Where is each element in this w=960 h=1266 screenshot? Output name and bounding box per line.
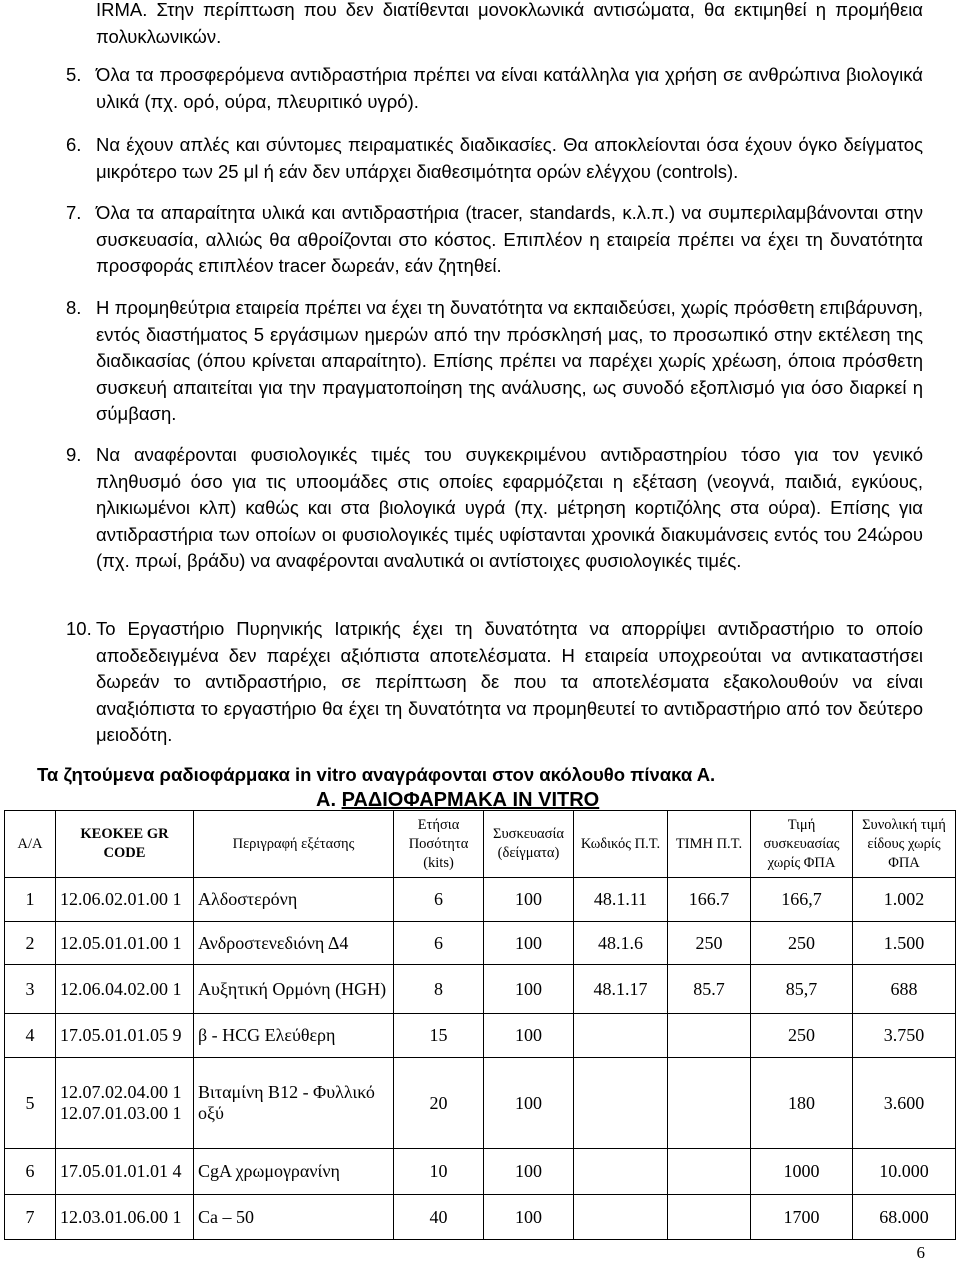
cell-pt-price: 250 [668, 922, 751, 965]
cell-pt-price [668, 1014, 751, 1058]
cell-aa: 5 [5, 1058, 56, 1149]
cell-unit-price: 166,7 [751, 878, 853, 922]
cell-total-price: 3.600 [853, 1058, 956, 1149]
cell-code: 12.07.02.04.00 1 12.07.01.03.00 1 [56, 1058, 194, 1149]
cell-unit-price: 1000 [751, 1149, 853, 1195]
cell-pt-code: 48.1.17 [574, 965, 668, 1014]
table-row [5, 1195, 956, 1240]
item-9-text: Να αναφέρονται φυσιολογικές τιμές του συγκεκριμένου αντιδραστηρίου τόσο για τον γενικό πληθυσμό όσο για τις υποομάδες στις οποίες εφαρμόζεται η εξέταση (νεογνά, παιδιά, εγκύους, ηλικιωμένοι κλπ) καθώς και στα βιολογικά υγρά (πχ. μέτρηση κορτιζόλης στα ούρα). Επίσης για αντιδραστήρια των οποίων οι φυσιολογικές τιμές υφίστανται χρονικά διακυμάνσεις εντός του 24ώρου (πχ. πρωί, βράδυ) να αναφέρονται αναλυτικά οι αντίστοιχες φυσιολογικές τιμές. [96, 444, 923, 571]
cell-unit-price: 250 [751, 1014, 853, 1058]
radiopharmaceuticals-table [4, 810, 956, 1240]
cell-description: Ανδροστενεδιόνη Δ4 [194, 922, 394, 965]
header-aa: Α/Α [5, 811, 56, 878]
cell-unit-price: 250 [751, 922, 853, 965]
table-title-prefix: Α. [316, 789, 342, 811]
cell-quantity: 20 [394, 1058, 484, 1149]
table-row [5, 1149, 956, 1195]
cell-code: 12.05.01.01.00 1 [56, 922, 194, 965]
cell-package: 100 [484, 1014, 574, 1058]
cell-total-price: 1.500 [853, 922, 956, 965]
item-10-text: Το Εργαστήριο Πυρηνικής Ιατρικής έχει τη δυνατότητα να απορρίψει αντιδραστήριο το οποίο αποδεδειγμένα δεν παρέχει αξιόπιστα αποτελέσματα. Η εταιρεία υποχρεούται να αντικαταστήσει δωρεάν το αντιδραστήριο, σε περίπτωση δε που τα αποτελέσματα εξακολουθούν να είναι αναξιόπιστα το εργαστήριο θα έχει τη δυνατότητα να προμηθευτεί το αντιδραστήριο από τον δεύτερο μειοδότη. [96, 618, 923, 745]
cell-pt-code: 48.1.11 [574, 878, 668, 922]
header-pt-price: ΤΙΜΗ Π.Τ. [668, 811, 751, 878]
cell-package: 100 [484, 1195, 574, 1240]
item-8-text: Η προμηθεύτρια εταιρεία πρέπει να έχει τη δυνατότητα να εκπαιδεύσει, χωρίς πρόσθετη επιβάρυνση, εντός διαστήματος 5 εργάσιμων ημερών από την πρόσκλησή μας, το προσωπικό στην εκτέλεση της διαδικασίας (όπου κρίνεται απαραίτητο). Επίσης πρέπει να παρέχει χωρίς χρέωση, όποια πρόσθετη συσκευή απαιτείται για την πραγματοποίηση της ανάλυσης, ως συνοδό εξοπλισμό για όσο διαρκεί η σύμβαση. [96, 297, 923, 424]
cell-code: 12.06.02.01.00 1 [56, 878, 194, 922]
cell-code: 17.05.01.01.05 9 [56, 1014, 194, 1058]
cell-aa: 6 [5, 1149, 56, 1195]
cell-aa: 3 [5, 965, 56, 1014]
table-intro-heading: Τα ζητούμενα ραδιοφάρμακα in vitro αναγράφονται στον ακόλουθο πίνακα Α. [37, 764, 716, 785]
header-total-price: Συνολική τιμή είδους χωρίς ΦΠΑ [853, 811, 956, 878]
cell-pt-code [574, 1149, 668, 1195]
cell-unit-price: 85,7 [751, 965, 853, 1014]
cell-code: 12.06.04.02.00 1 [56, 965, 194, 1014]
cell-aa: 7 [5, 1195, 56, 1240]
cell-pt-price: 166.7 [668, 878, 751, 922]
item-8-number: 8. [66, 297, 82, 318]
header-annual-quantity: Ετήσια Ποσότητα (kits) [394, 811, 484, 878]
table-title [316, 789, 599, 812]
cell-package: 100 [484, 1149, 574, 1195]
item-10-number: 10. [66, 618, 92, 639]
cell-pt-price: 85.7 [668, 965, 751, 1014]
cell-code: 12.03.01.06.00 1 [56, 1195, 194, 1240]
cell-pt-price [668, 1195, 751, 1240]
cell-pt-code [574, 1058, 668, 1149]
cell-package: 100 [484, 922, 574, 965]
cell-description: CgA χρωμογρανίνη [194, 1149, 394, 1195]
cell-total-price: 1.002 [853, 878, 956, 922]
cell-total-price: 68.000 [853, 1195, 956, 1240]
cell-unit-price: 180 [751, 1058, 853, 1149]
item-7-number: 7. [66, 202, 82, 223]
cell-unit-price: 1700 [751, 1195, 853, 1240]
header-package: Συσκευασία (δείγματα) [484, 811, 574, 878]
cell-quantity: 6 [394, 878, 484, 922]
cell-description: β - HCG Ελεύθερη [194, 1014, 394, 1058]
cell-pt-code: 48.1.6 [574, 922, 668, 965]
cell-description: Αυξητική Ορμόνη (HGH) [194, 965, 394, 1014]
item-5-number: 5. [66, 64, 82, 85]
cell-quantity: 40 [394, 1195, 484, 1240]
intro-paragraph: IRMA. Στην περίπτωση που δεν διατίθενται μονοκλωνικά αντισώματα, θα εκτιμηθεί η προμήθεια πολυκλωνικών. [96, 0, 923, 47]
cell-total-price: 688 [853, 965, 956, 1014]
cell-pt-price [668, 1058, 751, 1149]
cell-quantity: 15 [394, 1014, 484, 1058]
table-header-row [5, 811, 956, 878]
table-row [5, 1058, 956, 1149]
table-row [5, 922, 956, 965]
header-pt-code: Κωδικός Π.Τ. [574, 811, 668, 878]
cell-aa: 4 [5, 1014, 56, 1058]
item-9-number: 9. [66, 444, 82, 465]
cell-pt-code [574, 1195, 668, 1240]
table-row [5, 965, 956, 1014]
cell-code: 17.05.01.01.01 4 [56, 1149, 194, 1195]
cell-package: 100 [484, 878, 574, 922]
header-unit-price: Τιμή συσκευασίας χωρίς ΦΠΑ [751, 811, 853, 878]
cell-description: Ca – 50 [194, 1195, 394, 1240]
item-5-text: Όλα τα προσφερόμενα αντιδραστήρια πρέπει να είναι κατάλληλα για χρήση σε ανθρώπινα βιολογικά υλικά (πχ. ορό, ούρα, πλευριτικό υγρό). [96, 64, 923, 112]
cell-description: Αλδοστερόνη [194, 878, 394, 922]
cell-description: Βιταμίνη Β12 - Φυλλικό οξύ [194, 1058, 394, 1149]
page-number: 6 [916, 1243, 925, 1262]
header-description: Περιγραφή εξέτασης [194, 811, 394, 878]
item-7-text: Όλα τα απαραίτητα υλικά και αντιδραστήρια (tracer, standards, κ.λ.π.) να συμπεριλαμβάνονται στην συσκευασία, αλλιώς θα αθροίζονται στο κόστος. Επιπλέον η εταιρεία πρέπει να έχει τη δυνατότητα προσφοράς επιπλέον tracer δωρεάν, εάν ζητηθεί. [96, 202, 923, 276]
table-row [5, 878, 956, 922]
cell-quantity: 6 [394, 922, 484, 965]
cell-total-price: 10.000 [853, 1149, 956, 1195]
cell-package: 100 [484, 965, 574, 1014]
cell-total-price: 3.750 [853, 1014, 956, 1058]
cell-aa: 2 [5, 922, 56, 965]
header-code: ΚΕΟΚΕΕ GR CODE [56, 811, 194, 878]
cell-pt-code [574, 1014, 668, 1058]
cell-quantity: 10 [394, 1149, 484, 1195]
cell-pt-price [668, 1149, 751, 1195]
item-6-text: Να έχουν απλές και σύντομες πειραματικές διαδικασίες. Θα αποκλείονται όσα έχουν όγκο δείγματος μικρότερο των 25 μl ή εάν δεν υπάρχει διαθεσιμότητα ορών ελέγχου (controls). [96, 134, 923, 182]
table-row [5, 1014, 956, 1058]
cell-quantity: 8 [394, 965, 484, 1014]
table-title-main: ΡΑΔΙΟΦΑΡΜΑΚΑ IN VITRO [341, 789, 600, 811]
item-6-number: 6. [66, 134, 82, 155]
cell-package: 100 [484, 1058, 574, 1149]
cell-aa: 1 [5, 878, 56, 922]
